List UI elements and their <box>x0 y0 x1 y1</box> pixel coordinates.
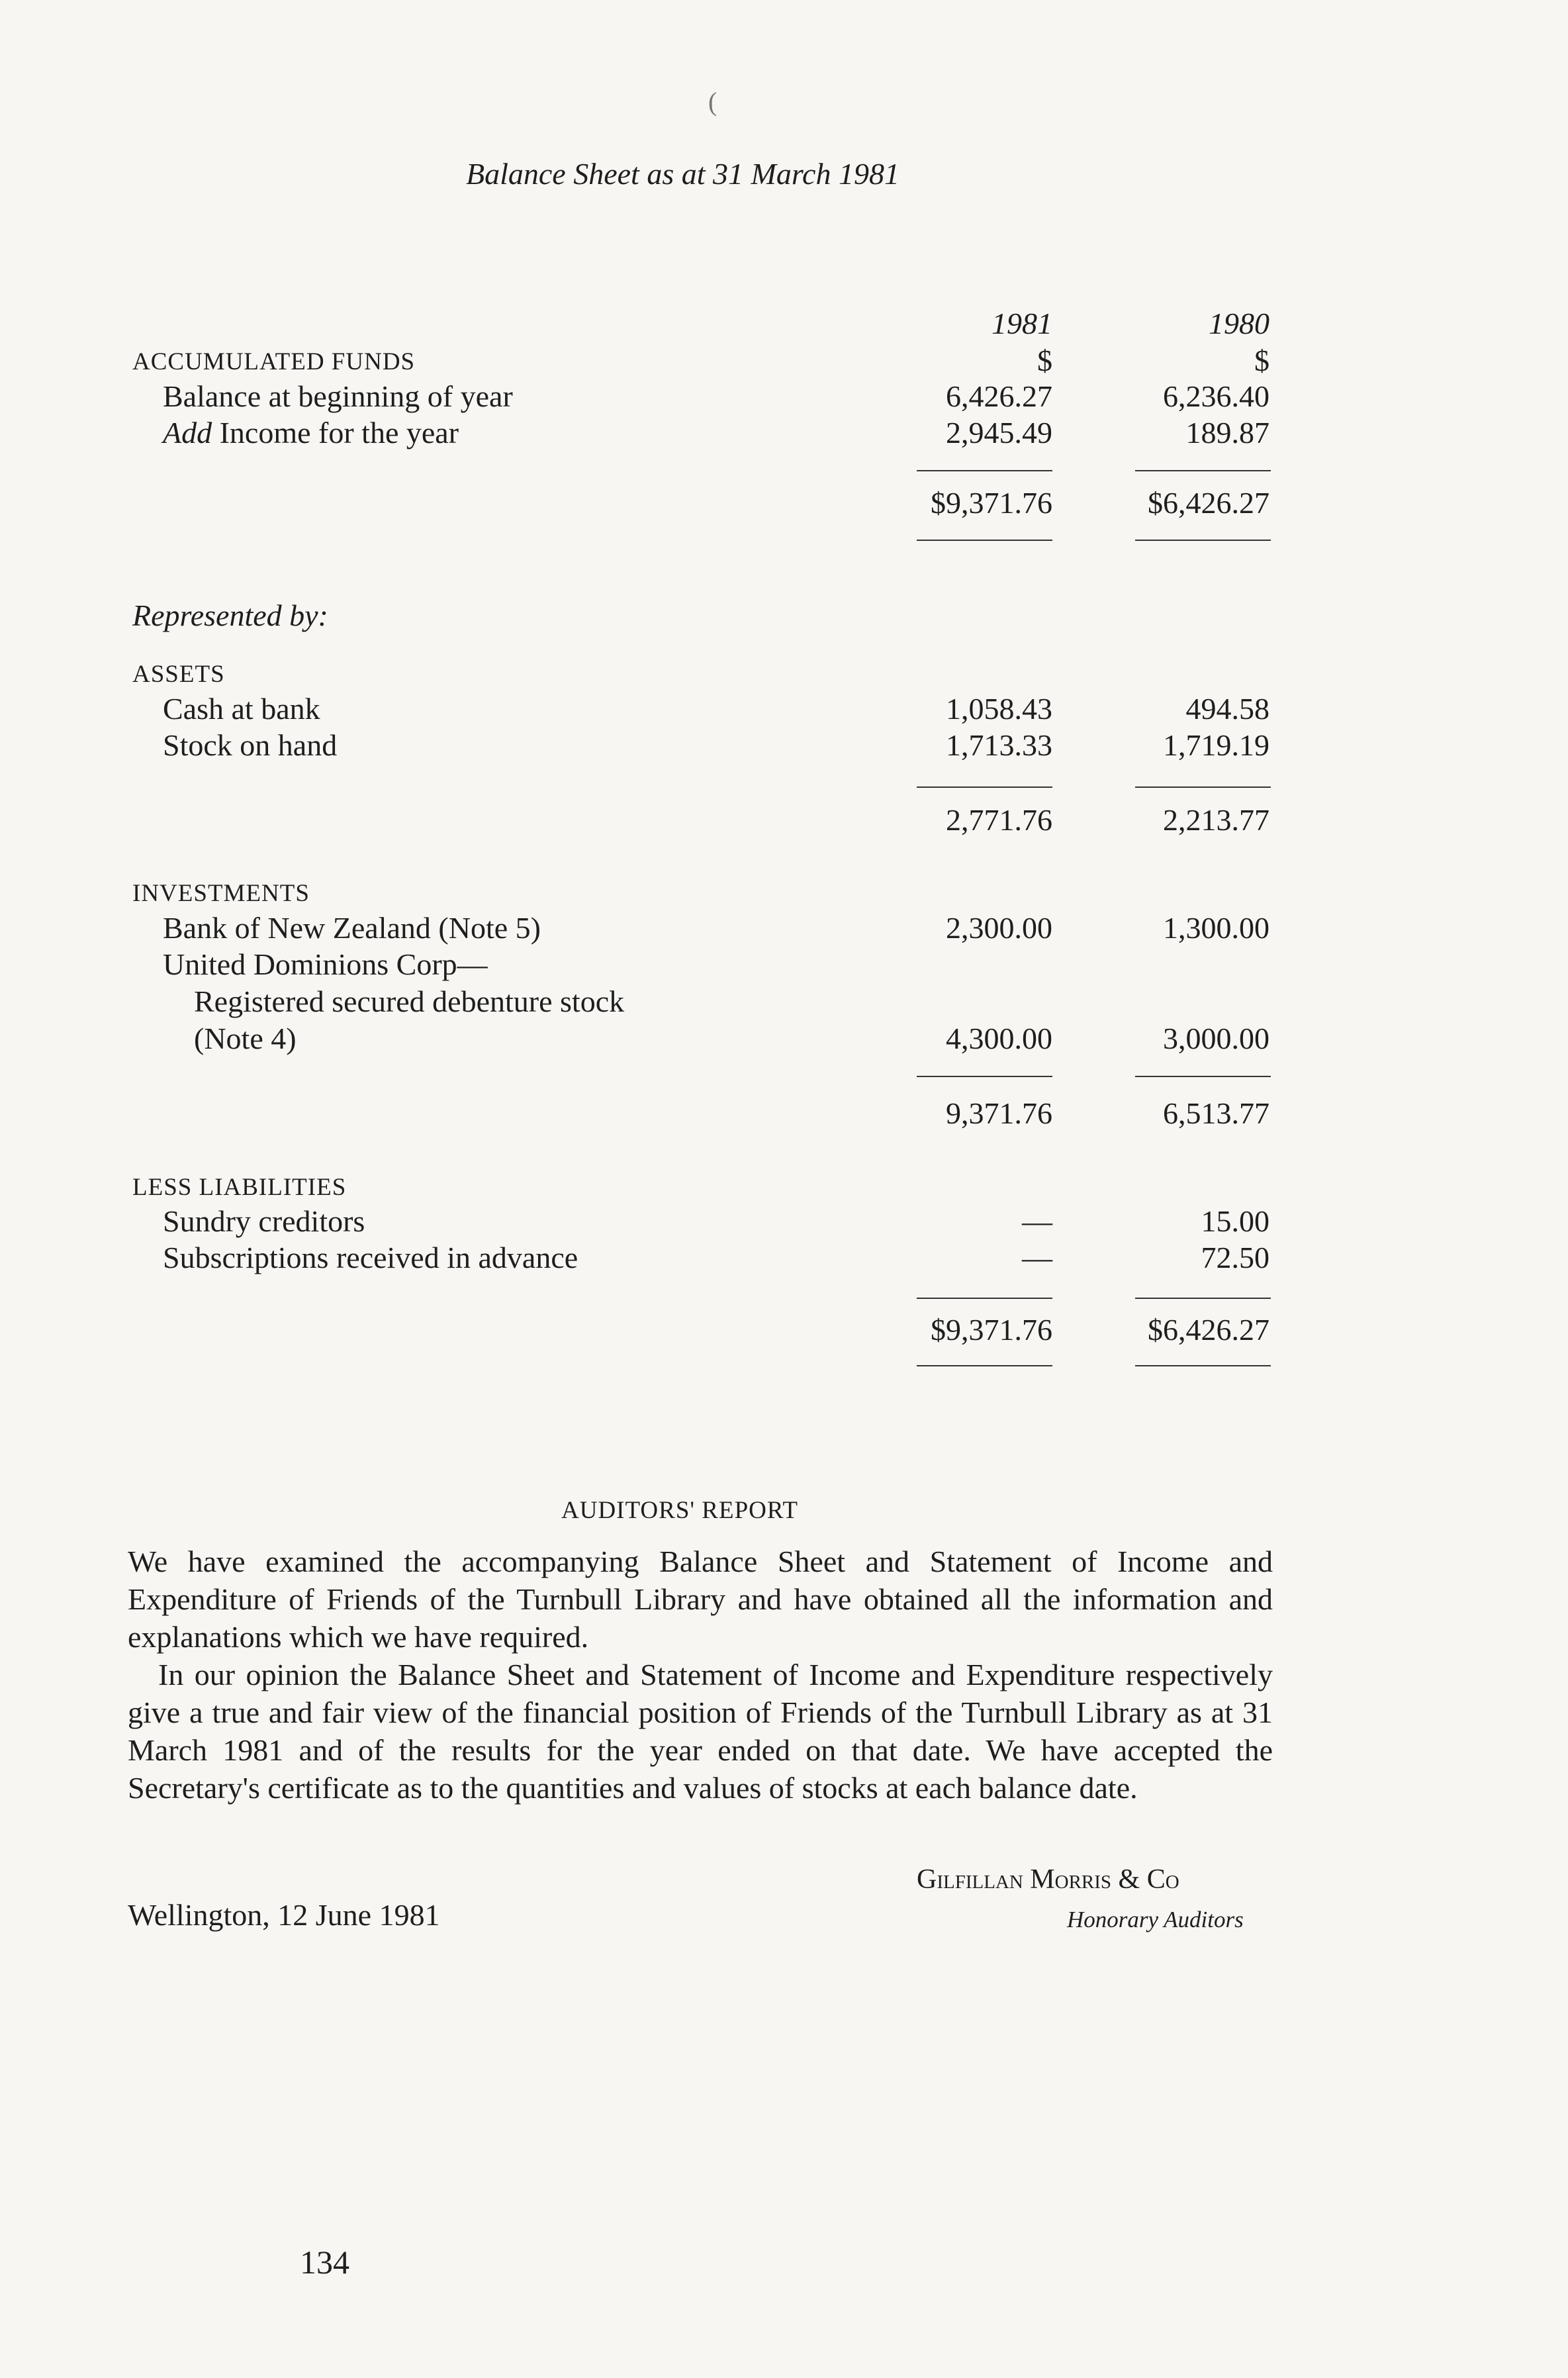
income-1981: 2,945.49 <box>946 416 1052 450</box>
balance-label: Balance at beginning of year <box>163 379 513 413</box>
funds-total-1981: $9,371.76 <box>931 486 1052 520</box>
add-word: Add <box>163 416 212 450</box>
final-total-1981: $9,371.76 <box>931 1313 1052 1347</box>
funds-total-1980: $6,426.27 <box>1148 486 1269 520</box>
rule <box>1135 470 1271 471</box>
rule <box>1135 540 1271 541</box>
investments-subtotal-1980: 6,513.77 <box>1163 1096 1269 1130</box>
margin-mark: ( <box>708 87 717 117</box>
year-1980-header: 1980 <box>1209 307 1269 340</box>
creditors-1981: — <box>1022 1204 1052 1238</box>
creditors-label: Sundry creditors <box>163 1204 365 1238</box>
assets-subtotal-1980: 2,213.77 <box>1163 803 1269 837</box>
udc-label: United Dominions Corp— <box>163 947 488 981</box>
rule <box>917 470 1052 471</box>
assets-heading: ASSETS <box>132 661 225 688</box>
udc-line3: (Note 4) <box>194 1022 297 1055</box>
auditors-paragraph-1: We have examined the accompanying Balance Sheet and Statement of Income and Expenditure of Friends of the Turnbull Library and have obtained all the information and explanations which we have required. <box>128 1545 1273 1654</box>
auditor-role: Honorary Auditors <box>1067 1907 1244 1932</box>
final-total-1980: $6,426.27 <box>1148 1313 1269 1347</box>
accumulated-funds-heading: ACCUMULATED FUNDS <box>132 348 416 375</box>
udc-line2: Registered secured debenture stock <box>194 984 625 1018</box>
cash-1980: 494.58 <box>1185 692 1269 726</box>
rule <box>1135 786 1271 788</box>
investments-subtotal-1981: 9,371.76 <box>946 1096 1052 1130</box>
auditors-paragraph-2: In our opinion the Balance Sheet and Statement of Income and Expenditure respectively give a true and fair view of the financial position of Friends of the Turnbull Library as at 31 March 1981 and of the results for the year ended on that date. We have accepted the Secretary's certificate as to the quantities and values of stocks at each balance date. <box>128 1658 1273 1805</box>
udc-1980: 3,000.00 <box>1163 1022 1269 1055</box>
currency-1980: $ <box>1254 344 1269 377</box>
rule <box>1135 1076 1271 1077</box>
bnz-label: Bank of New Zealand (Note 5) <box>163 911 541 945</box>
bnz-1981: 2,300.00 <box>946 911 1052 945</box>
rule <box>917 786 1052 788</box>
page-number: 134 <box>300 2244 349 2281</box>
creditors-1980: 15.00 <box>1201 1204 1269 1238</box>
income-label-text: Income for the year <box>219 416 459 450</box>
represented-by: Represented by: <box>132 598 328 632</box>
rule <box>917 1298 1052 1299</box>
stock-label: Stock on hand <box>163 728 338 762</box>
balance-1981: 6,426.27 <box>946 379 1052 413</box>
assets-subtotal-1981: 2,771.76 <box>946 803 1052 837</box>
rule <box>1135 1298 1271 1299</box>
subscriptions-1980: 72.50 <box>1201 1241 1269 1274</box>
cash-1981: 1,058.43 <box>946 692 1052 726</box>
income-label <box>163 415 459 450</box>
stock-1980: 1,719.19 <box>1163 728 1269 762</box>
liabilities-heading: LESS LIABILITIES <box>132 1174 347 1201</box>
auditor-firm: Gilfillan Morris & Co <box>917 1864 1179 1895</box>
cash-label: Cash at bank <box>163 692 320 726</box>
rule <box>1135 1365 1271 1366</box>
auditors-report-body <box>128 1543 1273 1807</box>
year-1981-header: 1981 <box>992 307 1052 340</box>
investments-heading: INVESTMENTS <box>132 880 310 907</box>
rule <box>917 540 1052 541</box>
page-title: Balance Sheet as at 31 March 1981 <box>466 157 899 191</box>
subscriptions-1981: — <box>1022 1241 1052 1274</box>
currency-1981: $ <box>1037 344 1052 377</box>
subscriptions-label: Subscriptions received in advance <box>163 1241 578 1274</box>
income-1980: 189.87 <box>1185 416 1269 450</box>
balance-1980: 6,236.40 <box>1163 379 1269 413</box>
place-date: Wellington, 12 June 1981 <box>128 1898 440 1932</box>
rule <box>917 1076 1052 1077</box>
auditors-report-heading: AUDITORS' REPORT <box>561 1497 798 1524</box>
bnz-1980: 1,300.00 <box>1163 911 1269 945</box>
rule <box>917 1365 1052 1366</box>
stock-1981: 1,713.33 <box>946 728 1052 762</box>
udc-1981: 4,300.00 <box>946 1022 1052 1055</box>
